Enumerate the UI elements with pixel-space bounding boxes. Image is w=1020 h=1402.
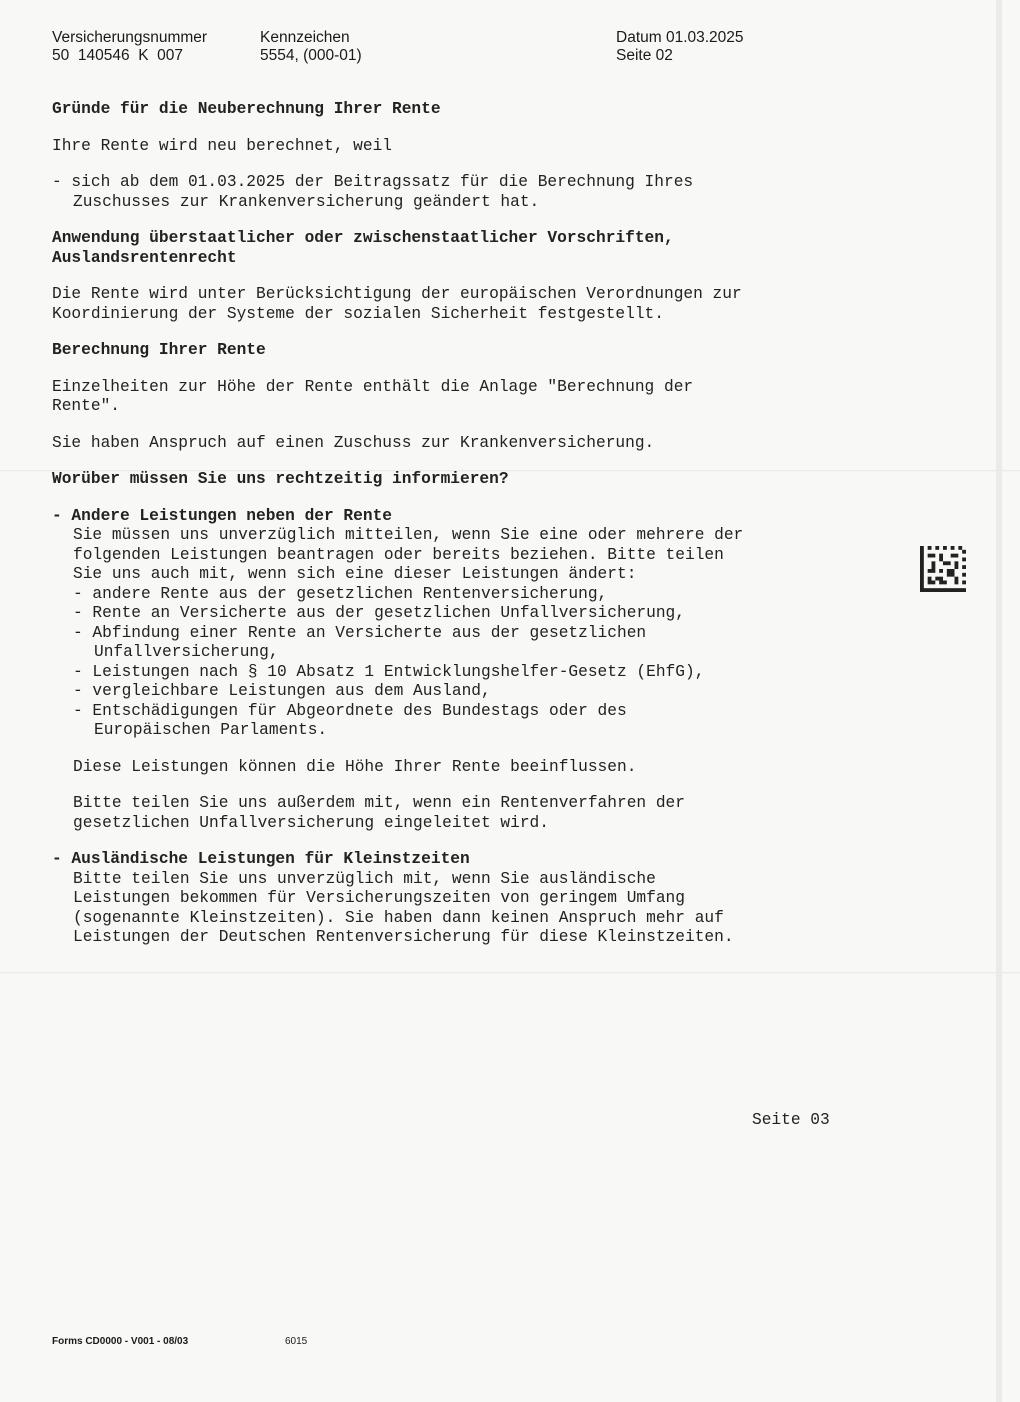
section-heading: Gründe für die Neuberechnung Ihrer Rente: [52, 100, 441, 118]
paragraph-gap: [52, 212, 872, 229]
text-line: Unfallversicherung,: [94, 643, 279, 661]
insurance-number-label: Versicherungsnummer: [52, 29, 208, 46]
paragraph-gap: [52, 833, 872, 850]
show-through-shadow: [600, 40, 604, 57]
letter-body: [52, 100, 872, 948]
paragraph-gap: [52, 120, 872, 137]
text-line: Ihre Rente wird neu berechnet, weil: [52, 136, 392, 155]
reference-value: 5554, (000-01): [260, 47, 362, 64]
section-heading: - Ausländische Leistungen für Kleinstzeiten: [52, 850, 470, 868]
paragraph-gap: [52, 361, 872, 378]
text-line: Leistungen der Deutschen Rentenversicherung für diese Kleinstzeiten.: [73, 928, 734, 946]
section-heading: - Andere Leistungen neben der Rente: [52, 506, 392, 525]
paragraph-gap: [52, 490, 872, 507]
datamatrix-code-icon: [920, 546, 966, 592]
text-line: Zuschusses zur Krankenversicherung geändert hat.: [73, 192, 540, 211]
paper-edge: [996, 0, 1002, 1402]
paragraph-gap: [52, 417, 872, 434]
paper-fold: [0, 972, 1020, 974]
text-line: - andere Rente aus der gesetzlichen Rentenversicherung,: [73, 584, 608, 603]
next-page-number: Seite 03: [752, 1111, 830, 1129]
paragraph-gap: [52, 156, 872, 173]
document-date: Datum 01.03.2025: [616, 29, 744, 46]
text-line: Bitte teilen Sie uns außerdem mit, wenn ein Rentenverfahren der: [73, 794, 685, 812]
paragraph-gap: [52, 777, 872, 794]
section-heading: Anwendung überstaatlicher oder zwischenstaatlicher Vorschriften,: [52, 229, 674, 247]
text-line: (sogenannte Kleinstzeiten). Sie haben dann keinen Anspruch mehr auf: [73, 908, 724, 927]
paragraph-gap: [52, 741, 872, 758]
text-line: Rente".: [52, 397, 120, 415]
paragraph-gap: [52, 268, 872, 285]
text-line: Leistungen bekommen für Versicherungszeiten von geringem Umfang: [73, 889, 685, 907]
text-line: Sie müssen uns unverzüglich mitteilen, wenn Sie eine oder mehrere der: [73, 526, 744, 544]
text-line: Sie haben Anspruch auf einen Zuschuss zur Krankenversicherung.: [52, 433, 655, 452]
text-line: - sich ab dem 01.03.2025 der Beitragssatz für die Berechnung Ihres: [52, 173, 694, 191]
form-id: Forms CD0000 - V001 - 08/03: [52, 1336, 189, 1347]
paragraph-gap: [52, 324, 872, 341]
text-line: - Rente an Versicherte aus der gesetzlichen Unfallversicherung,: [73, 604, 685, 622]
insurance-number-block: [52, 29, 207, 65]
text-line: gesetzlichen Unfallversicherung eingeleitet wird.: [73, 813, 549, 832]
text-line: - Entschädigungen für Abgeordnete des Bundestags oder des: [73, 701, 627, 720]
text-line: Europäischen Parlaments.: [94, 721, 328, 739]
text-line: Sie uns auch mit, wenn sich eine dieser Leistungen ändert:: [73, 565, 637, 583]
text-line: - Leistungen nach § 10 Absatz 1 Entwicklungshelfer-Gesetz (EhfG),: [73, 662, 705, 681]
insurance-number: 50 140546 K 007: [52, 47, 184, 64]
text-line: Diese Leistungen können die Höhe Ihrer Rente beeinflussen.: [73, 757, 637, 776]
text-line: Koordinierung der Systeme der sozialen Sicherheit festgestellt.: [52, 304, 664, 323]
text-line: Die Rente wird unter Berücksichtigung der europäischen Verordnungen zur: [52, 285, 742, 303]
paragraph-gap: [52, 453, 872, 470]
reference-block: [260, 29, 362, 65]
text-line: Bitte teilen Sie uns unverzüglich mit, wenn Sie ausländische: [73, 869, 656, 888]
text-line: folgenden Leistungen beantragen oder bereits beziehen. Bitte teilen: [73, 545, 724, 564]
section-heading: Berechnung Ihrer Rente: [52, 341, 266, 359]
text-line: - vergleichbare Leistungen aus dem Ausland,: [73, 682, 491, 700]
section-heading: Worüber müssen Sie uns rechtzeitig informieren?: [52, 470, 509, 488]
page-number: Seite 02: [616, 47, 673, 64]
section-heading: Auslandsrentenrecht: [52, 248, 237, 267]
date-block: [616, 29, 744, 65]
text-line: Einzelheiten zur Höhe der Rente enthält die Anlage "Berechnung der: [52, 377, 694, 396]
form-code: 6015: [285, 1336, 308, 1347]
text-line: - Abfindung einer Rente an Versicherte aus der gesetzlichen: [73, 623, 647, 642]
reference-label: Kennzeichen: [260, 29, 350, 46]
